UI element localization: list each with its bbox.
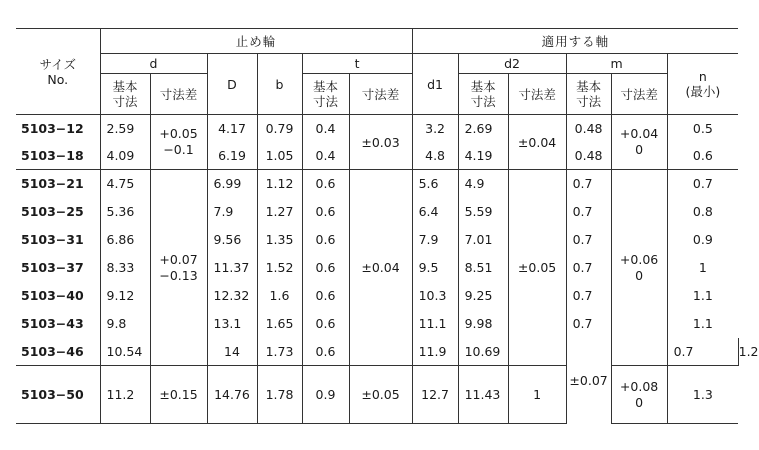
table-row: 5103−46 10.54 14 1.73 0.6 11.9 10.69 ±0.07 0.7 1.2 — [16, 338, 738, 366]
d2-tolerance-cell: ±0.07 — [566, 338, 611, 424]
tolerance-upper: +0.05 — [159, 126, 198, 141]
n-value: 1.3 — [667, 366, 738, 424]
t-tolerance-cell: ±0.03 — [349, 115, 412, 170]
D-value: 9.56 — [207, 226, 257, 254]
d-value: 9.8 — [100, 310, 150, 338]
d2-tolerance-header: 寸法差 — [508, 74, 566, 115]
n-value: 1.1 — [667, 310, 738, 338]
tolerance-lower: −0.13 — [159, 267, 198, 283]
d-value: 4.75 — [100, 170, 150, 198]
m-value: 1 — [508, 366, 566, 424]
D-value: 6.99 — [207, 170, 257, 198]
t-value: 0.6 — [302, 254, 349, 282]
m-value: 0.7 — [566, 226, 611, 254]
m-value: 0.7 — [566, 310, 611, 338]
n-label: n — [698, 69, 707, 84]
D-value: 6.19 — [207, 143, 257, 170]
n-value: 1.1 — [667, 282, 738, 310]
size-cell: 5103−25 — [21, 204, 84, 219]
d2-value: 9.25 — [458, 282, 508, 310]
D-header: D — [207, 54, 257, 115]
d-header: d — [100, 54, 207, 74]
t-value: 0.6 — [302, 282, 349, 310]
n-value: 0.9 — [667, 226, 738, 254]
m-tolerance-cell — [611, 115, 667, 170]
D-value: 12.32 — [207, 282, 257, 310]
size-label: サイズ — [39, 56, 76, 72]
m-value: 0.48 — [566, 115, 611, 143]
spec-table-container — [16, 28, 759, 424]
D-value: 14.76 — [207, 366, 257, 424]
d2-value: 8.51 — [458, 254, 508, 282]
d2-value: 5.59 — [458, 198, 508, 226]
b-value: 1.52 — [257, 254, 302, 282]
d1-value: 7.9 — [412, 226, 458, 254]
size-cell: 5103−21 — [16, 170, 100, 198]
m-header: m — [566, 54, 667, 74]
t-tolerance-cell: ±0.05 — [349, 366, 412, 424]
D-value: 14 — [207, 338, 257, 366]
t-value: 0.4 — [302, 115, 349, 143]
b-value: 1.6 — [257, 282, 302, 310]
b-value: 1.05 — [257, 143, 302, 170]
size-cell: 5103−43 — [21, 316, 84, 331]
n-value: 1 — [667, 254, 738, 282]
m-tolerance-cell — [611, 170, 667, 366]
d-value: 9.12 — [100, 282, 150, 310]
tolerance-upper: +0.08 — [619, 378, 659, 394]
d1-value: 4.8 — [412, 143, 458, 170]
d-value: 11.2 — [100, 366, 150, 424]
b-value: 1.73 — [257, 338, 302, 366]
tolerance-lower: 0 — [635, 142, 644, 157]
m-tolerance-cell — [611, 366, 667, 424]
table-row — [16, 115, 738, 143]
t-value: 0.6 — [302, 338, 349, 366]
m-tolerance-header: 寸法差 — [611, 74, 667, 115]
d2-value: 4.19 — [458, 143, 508, 170]
b-value: 1.35 — [257, 226, 302, 254]
nominal-label-line1: 基本 — [312, 79, 338, 94]
d1-value: 3.2 — [412, 115, 458, 143]
m-value: 0.48 — [566, 143, 611, 170]
size-cell: 5103−50 — [16, 366, 100, 424]
d1-value: 6.4 — [412, 198, 458, 226]
n-min-label: (最小) — [685, 84, 721, 99]
size-header — [16, 29, 100, 115]
m-value: 0.7 — [566, 282, 611, 310]
d2-tolerance-cell: ±0.05 — [508, 170, 566, 366]
d2-value: 4.9 — [458, 170, 508, 198]
t-value: 0.6 — [302, 310, 349, 338]
nominal-label-line2: 寸法 — [576, 94, 602, 109]
d-tolerance-cell: ±0.15 — [150, 366, 207, 424]
m-value: 0.7 — [566, 170, 611, 198]
d2-value: 11.43 — [458, 366, 508, 424]
d2-tolerance-cell: ±0.04 — [508, 115, 566, 170]
D-value: 7.9 — [207, 198, 257, 226]
applicable-shaft-header: 適用する軸 — [412, 29, 738, 54]
m-value: 0.7 — [667, 338, 738, 366]
n-value: 0.8 — [667, 198, 738, 226]
d-tolerance-cell — [150, 115, 207, 170]
t-value: 0.9 — [302, 366, 349, 424]
d2-header: d2 — [458, 54, 566, 74]
nominal-label-line2: 寸法 — [470, 94, 496, 109]
d-nominal-header — [100, 74, 150, 115]
nominal-label-line2: 寸法 — [312, 94, 338, 109]
m-nominal-header — [566, 74, 611, 115]
D-value: 4.17 — [207, 115, 257, 143]
d1-value: 11.1 — [412, 310, 458, 338]
m-value: 0.7 — [566, 254, 611, 282]
d1-value: 5.6 — [412, 170, 458, 198]
d2-value: 10.69 — [458, 338, 508, 366]
size-cell: 5103−46 — [21, 343, 84, 359]
d1-value: 10.3 — [412, 282, 458, 310]
D-value: 13.1 — [207, 310, 257, 338]
d1-header: d1 — [412, 54, 458, 115]
b-value: 1.65 — [257, 310, 302, 338]
d1-value: 11.9 — [412, 338, 458, 366]
nominal-label-line1: 基本 — [112, 79, 138, 94]
size-cell: 5103−18 — [21, 148, 84, 164]
d-tolerance-header: 寸法差 — [150, 74, 207, 115]
d1-value: 12.7 — [412, 366, 458, 424]
t-value: 0.6 — [302, 198, 349, 226]
nominal-label-line1: 基本 — [576, 79, 602, 94]
tolerance-lower: 0 — [635, 394, 644, 410]
table-row — [16, 170, 738, 198]
tolerance-upper: +0.07 — [159, 251, 198, 267]
d1-value: 9.5 — [412, 254, 458, 282]
n-value: 0.5 — [667, 115, 738, 143]
d2-value: 9.98 — [458, 310, 508, 338]
n-value: 0.7 — [667, 170, 738, 198]
size-cell: 5103−40 — [21, 288, 84, 303]
nominal-label-line1: 基本 — [470, 79, 496, 94]
b-header: b — [257, 54, 302, 115]
t-tolerance-cell: ±0.04 — [349, 170, 412, 366]
tolerance-upper: +0.06 — [619, 251, 659, 267]
tolerance-lower: 0 — [635, 267, 644, 283]
d-value: 2.59 — [100, 115, 150, 143]
nominal-label-line2: 寸法 — [112, 94, 138, 109]
b-value: 0.79 — [257, 115, 302, 143]
tolerance-lower: −0.1 — [163, 142, 194, 157]
spec-table — [16, 28, 759, 424]
d2-nominal-header — [458, 74, 508, 115]
m-value: 0.7 — [566, 198, 611, 226]
n-header — [667, 54, 738, 115]
d2-value: 2.69 — [458, 115, 508, 143]
b-value: 1.12 — [257, 170, 302, 198]
t-value: 0.6 — [302, 170, 349, 198]
table-row — [16, 366, 738, 424]
size-cell: 5103−12 — [16, 115, 100, 143]
D-value: 11.37 — [207, 254, 257, 282]
t-value: 0.6 — [302, 226, 349, 254]
d-value: 8.33 — [100, 254, 150, 282]
d2-value: 7.01 — [458, 226, 508, 254]
t-header: t — [302, 54, 412, 74]
d-value: 5.36 — [100, 198, 150, 226]
n-value: 0.6 — [667, 143, 738, 170]
t-nominal-header — [302, 74, 349, 115]
size-cell: 5103−31 — [21, 232, 84, 247]
b-value: 1.78 — [257, 366, 302, 424]
size-cell: 5103−37 — [21, 260, 84, 275]
t-tolerance-header: 寸法差 — [349, 74, 412, 115]
d-value: 6.86 — [100, 226, 150, 254]
no-label: No. — [47, 71, 69, 87]
d-value: 4.09 — [100, 143, 150, 170]
d-tolerance-cell — [150, 170, 207, 366]
d-value: 10.54 — [100, 338, 150, 366]
t-value: 0.4 — [302, 143, 349, 170]
tolerance-upper: +0.04 — [619, 126, 659, 141]
b-value: 1.27 — [257, 198, 302, 226]
retaining-ring-header: 止め輪 — [100, 29, 412, 54]
